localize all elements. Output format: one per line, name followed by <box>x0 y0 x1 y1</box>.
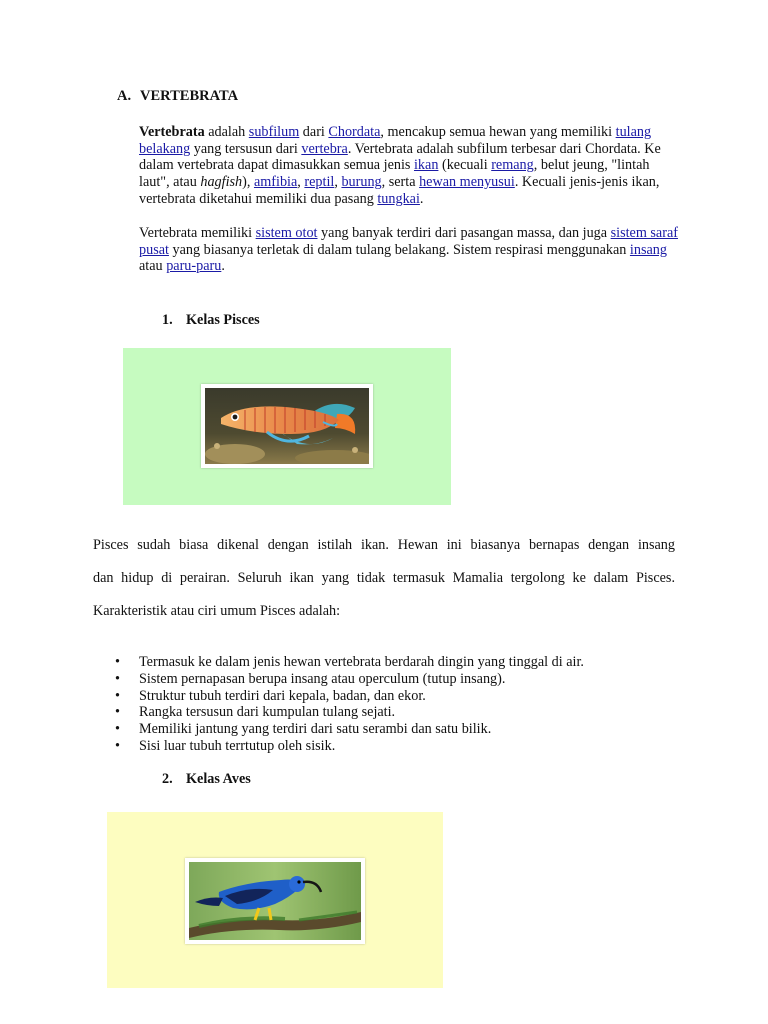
link-subfilum[interactable]: subfilum <box>248 124 300 140</box>
text-run: , serta <box>381 174 420 191</box>
bullet-icon: • <box>115 721 120 738</box>
link-paru-paru[interactable]: paru-paru <box>166 258 222 275</box>
vertebrata-paragraph-2 <box>139 225 679 275</box>
fish-image <box>205 388 369 464</box>
text-run: , <box>334 174 342 191</box>
pisces-heading <box>162 312 260 329</box>
text-run: yang banyak terdiri dari pasangan massa, dan juga <box>317 225 611 241</box>
link-insang[interactable]: insang <box>629 241 667 258</box>
bullet-icon: • <box>115 737 120 754</box>
link-amfibia[interactable]: amfibia <box>253 174 298 191</box>
section-letter: A. <box>117 88 132 104</box>
bird-image <box>189 862 361 940</box>
aves-number: 2. <box>162 771 173 787</box>
list-item <box>110 671 584 688</box>
text-run: adalah <box>204 124 249 140</box>
text-run: . Kecuali jenis-jenis ikan, vertebrata diketahui memiliki dua pasang <box>139 174 660 207</box>
aves-photo <box>185 858 365 944</box>
section-title: VERTEBRATA <box>140 88 239 104</box>
text-run: atau <box>139 258 167 275</box>
pisces-text-line-3: Karakteristik atau ciri umum Pisces adalah: <box>93 603 341 619</box>
list-item-text: Struktur tubuh terdiri dari kepala, badan, dan ekor. <box>139 687 426 704</box>
pisces-text-line-2: dan hidup di perairan. Seluruh ikan yang tidak termasuk Mamalia tergolong ke dalam Pisces. <box>93 570 675 586</box>
text-run: , <box>297 174 305 191</box>
text-run: . <box>221 258 225 275</box>
text-run: ), <box>242 174 254 191</box>
list-item <box>110 688 584 705</box>
list-item <box>110 721 584 738</box>
bullet-icon: • <box>115 654 120 670</box>
text-run: dari <box>299 124 329 140</box>
pisces-characteristics-list <box>110 654 584 755</box>
link-tulang-belakang[interactable]: tulang belakang <box>139 124 652 157</box>
link-remang[interactable]: remang <box>491 157 534 174</box>
text-run: yang tersusun dari <box>190 140 302 157</box>
link-reptil[interactable]: reptil <box>304 174 335 191</box>
list-item-text: Sisi luar tubuh terrtutup oleh sisik. <box>139 737 336 754</box>
hagfish-term: hagfish <box>200 174 243 191</box>
pisces-number: 1. <box>162 312 173 328</box>
link-sistem-saraf-pusat[interactable]: sistem saraf pusat <box>139 225 678 258</box>
text-run: . Vertebrata adalah subfilum terbesar dari Chordata. Ke dalam vertebrata dapat dimasukkan semua jenis <box>139 140 661 174</box>
text-run: , belut jeung, "lintah laut", atau <box>139 157 650 191</box>
bullet-icon: • <box>115 670 120 687</box>
link-burung[interactable]: burung <box>341 174 382 191</box>
text-run: (kecuali <box>438 157 492 174</box>
link-chordata[interactable]: Chordata <box>328 124 381 140</box>
list-item <box>110 738 584 755</box>
pisces-title: Kelas Pisces <box>186 312 260 328</box>
aves-figure-box <box>107 812 443 988</box>
link-sistem-otot[interactable]: sistem otot <box>255 225 318 241</box>
text-run: . <box>419 190 424 207</box>
link-hewan-menyusui[interactable]: hewan menyusui <box>419 174 515 191</box>
aves-title: Kelas Aves <box>186 771 251 787</box>
pisces-text-line-1: Pisces sudah biasa dikenal dengan istilah ikan. Hewan ini biasanya bernapas dengan insang <box>93 537 675 553</box>
section-heading <box>117 88 238 105</box>
text-run: , mencakup semua hewan yang memiliki <box>380 124 616 140</box>
pisces-photo <box>201 384 373 468</box>
link-vertebra[interactable]: vertebra <box>301 140 348 157</box>
list-item-text: Termasuk ke dalam jenis hewan vertebrata berdarah dingin yang tinggal di air. <box>139 654 584 670</box>
list-item <box>110 704 584 721</box>
aves-heading <box>162 771 251 788</box>
link-tungkai[interactable]: tungkai <box>377 190 420 207</box>
bullet-icon: • <box>115 687 120 704</box>
intro-paragraph <box>139 124 679 208</box>
list-item <box>110 654 584 671</box>
link-ikan[interactable]: ikan <box>413 157 439 174</box>
text-run: yang biasanya terletak di dalam tulang belakang. Sistem respirasi menggunakan <box>168 241 630 258</box>
list-item-text: Memiliki jantung yang terdiri dari satu serambi dan satu bilik. <box>139 721 492 738</box>
intro-term: Vertebrata <box>139 124 205 140</box>
text-run: Vertebrata memiliki <box>139 225 256 241</box>
bullet-icon: • <box>115 704 120 721</box>
list-item-text: Rangka tersusun dari kumpulan tulang sejati. <box>139 704 396 721</box>
pisces-figure-box <box>123 348 451 505</box>
list-item-text: Sistem pernapasan berupa insang atau operculum (tutup insang). <box>139 670 506 687</box>
